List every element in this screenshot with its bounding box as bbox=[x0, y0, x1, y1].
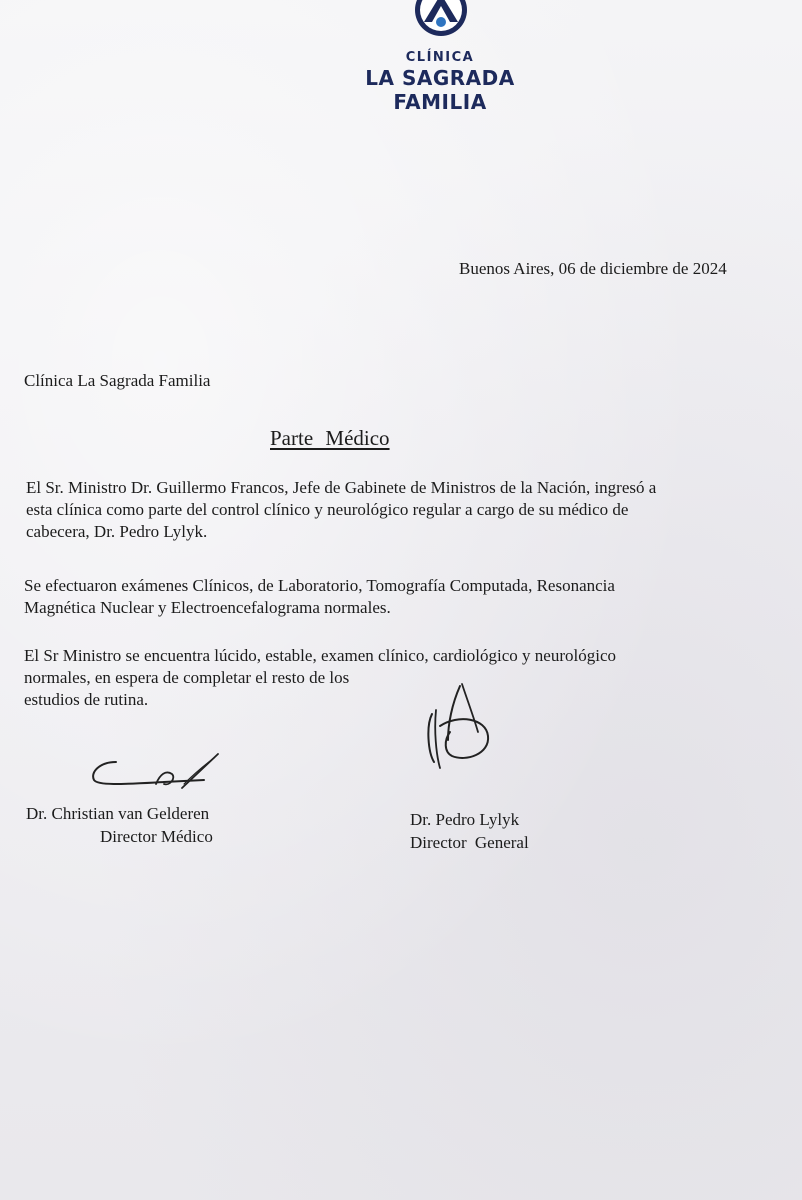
paragraph-line: cabecera, Dr. Pedro Lylyk. bbox=[26, 522, 208, 541]
signatory-2-name: Dr. Pedro Lylyk bbox=[410, 810, 520, 829]
paragraph-line: estudios de rutina. bbox=[24, 690, 149, 709]
paragraph-line: Se efectuaron exámenes Clínicos, de Laboratorio, Tomografía Computada, Resonancia bbox=[24, 576, 615, 595]
paragraph-line: El Sr. Ministro Dr. Guillermo Francos, Jefe de Gabinete de Ministros de la Nación, ingresó a bbox=[26, 478, 657, 497]
paragraph-line: normales, en espera de completar el resto de los bbox=[24, 668, 350, 687]
paragraph-1 bbox=[26, 477, 656, 543]
recipient: Clínica La Sagrada Familia bbox=[24, 371, 211, 390]
paragraph-2 bbox=[24, 575, 615, 619]
paragraph-line: esta clínica como parte del control clínico y neurológico regular a cargo de su médico de bbox=[26, 500, 629, 519]
clinic-letterhead bbox=[340, 0, 540, 120]
page-title: Parte Médico bbox=[270, 426, 390, 450]
signatory-1-role: Director Médico bbox=[100, 827, 213, 846]
letterhead-line-3: FAMILIA bbox=[393, 90, 487, 114]
signature-2-icon bbox=[418, 674, 498, 774]
letterhead-line-1: CLÍNICA bbox=[405, 50, 475, 65]
paragraph-3 bbox=[24, 645, 616, 711]
paragraph-line: Magnética Nuclear y Electroencefalograma normales. bbox=[24, 598, 391, 617]
clinic-logo-icon bbox=[406, 0, 476, 44]
place-date: Buenos Aires, 06 de diciembre de 2024 bbox=[459, 259, 727, 278]
letterhead-line-2: LA SAGRADA bbox=[365, 66, 515, 90]
signature-1-icon bbox=[86, 744, 226, 794]
signatory-2-role: Director General bbox=[410, 833, 529, 852]
signatory-1-name: Dr. Christian van Gelderen bbox=[26, 804, 210, 823]
paragraph-line: El Sr Ministro se encuentra lúcido, estable, examen clínico, cardiológico y neurológico bbox=[24, 646, 616, 665]
